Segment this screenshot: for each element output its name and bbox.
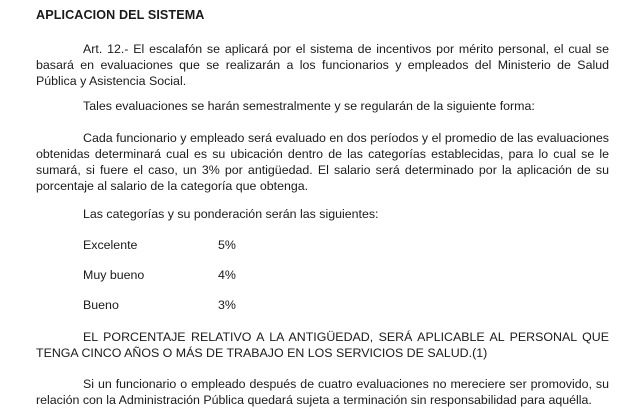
category-value: 3% (218, 298, 236, 312)
section-title: APLICACION DEL SISTEMA (36, 8, 205, 22)
category-name: Muy bueno (83, 268, 145, 282)
category-name: Bueno (83, 298, 119, 312)
termination-paragraph: Si un funcionario o empleado después de cuatro evaluaciones no mereciere ser promovido, su relación con la Administración Pública quedará sujeta a terminación sin responsabilidad para aquélla. (36, 377, 609, 407)
article-paragraph: Art. 12.- El escalafón se aplicará por el sistema de incentivos por mérito personal, el cual se basará en evaluaciones que se realizarán a los funcionarios y empleados del Ministerio de Salud Pública y Asistencia Social. (36, 42, 609, 88)
category-value: 4% (218, 268, 236, 282)
categories-intro-paragraph: Las categorías y su ponderación serán las siguientes: (83, 207, 379, 221)
evaluation-paragraph: Tales evaluaciones se harán semestralmente y se regularán de la siguiente forma: (83, 99, 535, 113)
seniority-paragraph: EL PORCENTAJE RELATIVO A LA ANTIGÜEDAD, SERÁ APLICABLE AL PERSONAL QUE TENGA CINCO AÑOS O MÁS DE TRABAJO EN LOS SERVICIOS DE SALUD.(1) (36, 330, 609, 360)
category-value: 5% (218, 238, 236, 252)
assessment-paragraph: Cada funcionario y empleado será evaluado en dos períodos y el promedio de las evaluaciones obtenidas determinará cual es su ubicación dentro de las categorías establecidas, para lo cual se le sumará, si fuere el caso, un 3% por antigüedad. El salario será determinado por la aplicación de su porcentaje al salario de la categoría que obtenga. (36, 131, 609, 193)
category-name: Excelente (83, 238, 138, 252)
